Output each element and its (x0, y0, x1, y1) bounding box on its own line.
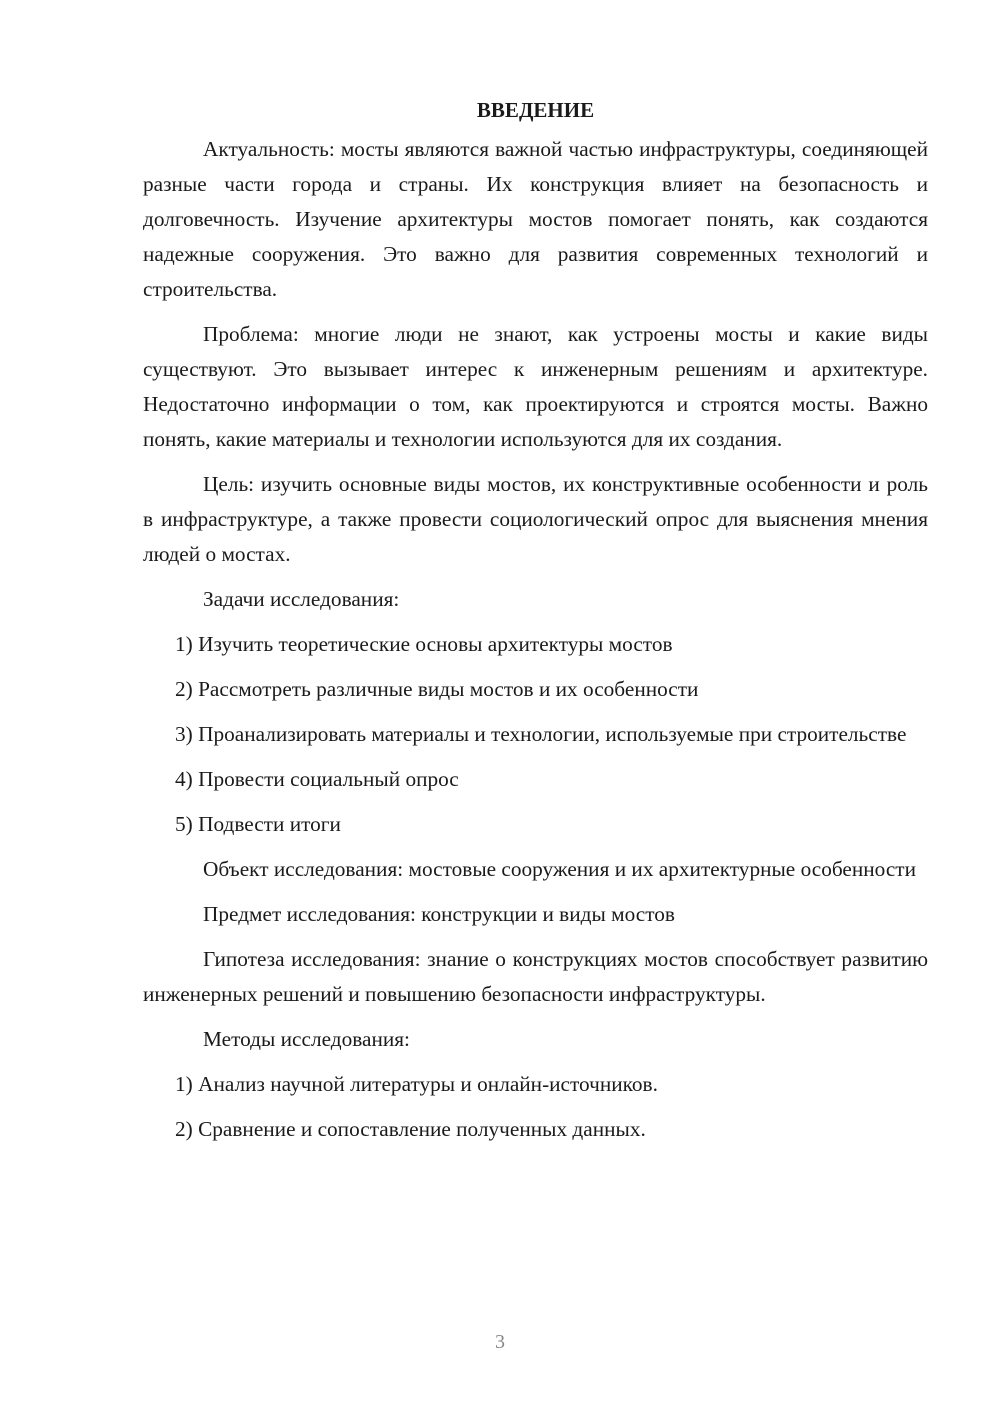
task-item-5: 5) Подвести итоги (175, 812, 341, 836)
paragraph-methods-heading: Методы исследования: (203, 1027, 410, 1051)
paragraph-goal: Цель: изучить основные виды мостов, их конструктивные особенности и роль в инфраструктуре, а также провести социологический опрос для выяснения мнения людей о мостах. (143, 472, 928, 566)
task-item-1: 1) Изучить теоретические основы архитектуры мостов (175, 632, 673, 656)
task-item-3: 3) Проанализировать материалы и технологии, используемые при строительстве (175, 722, 907, 746)
page-number: 3 (495, 1331, 505, 1353)
paragraph-relevance: Актуальность: мосты являются важной частью инфраструктуры, соединяющей разные части города и страны. Их конструкция влияет на безопасность и долговечность. Изучение архитектуры мостов помогает понять, как создаются надежные сооружения. Это важно для развития современных технологий и строительства. (143, 137, 928, 301)
paragraph-object: Объект исследования: мостовые сооружения и их архитектурные особенности (203, 857, 916, 881)
paragraph-subject: Предмет исследования: конструкции и виды мостов (203, 902, 675, 926)
page-content (143, 92, 928, 1157)
paragraph-problem: Проблема: многие люди не знают, как устроены мосты и какие виды существуют. Это вызывает интерес к инженерным решениям и архитектуре. Недостаточно информации о том, как проектируются и строятся мосты. Важно понять, какие материалы и технологии используются для их создания. (143, 322, 928, 451)
paragraph-tasks-heading: Задачи исследования: (203, 587, 400, 611)
page-title: ВВЕДЕНИЕ (476, 98, 595, 122)
task-item-2: 2) Рассмотреть различные виды мостов и их особенности (175, 677, 699, 701)
method-item-2: 2) Сравнение и сопоставление полученных данных. (175, 1117, 646, 1141)
task-item-4: 4) Провести социальный опрос (175, 767, 459, 791)
method-item-1: 1) Анализ научной литературы и онлайн-источников. (175, 1072, 658, 1096)
paragraph-hypothesis: Гипотеза исследования: знание о конструкциях мостов способствует развитию инженерных решений и повышению безопасности инфраструктуры. (143, 947, 928, 1006)
